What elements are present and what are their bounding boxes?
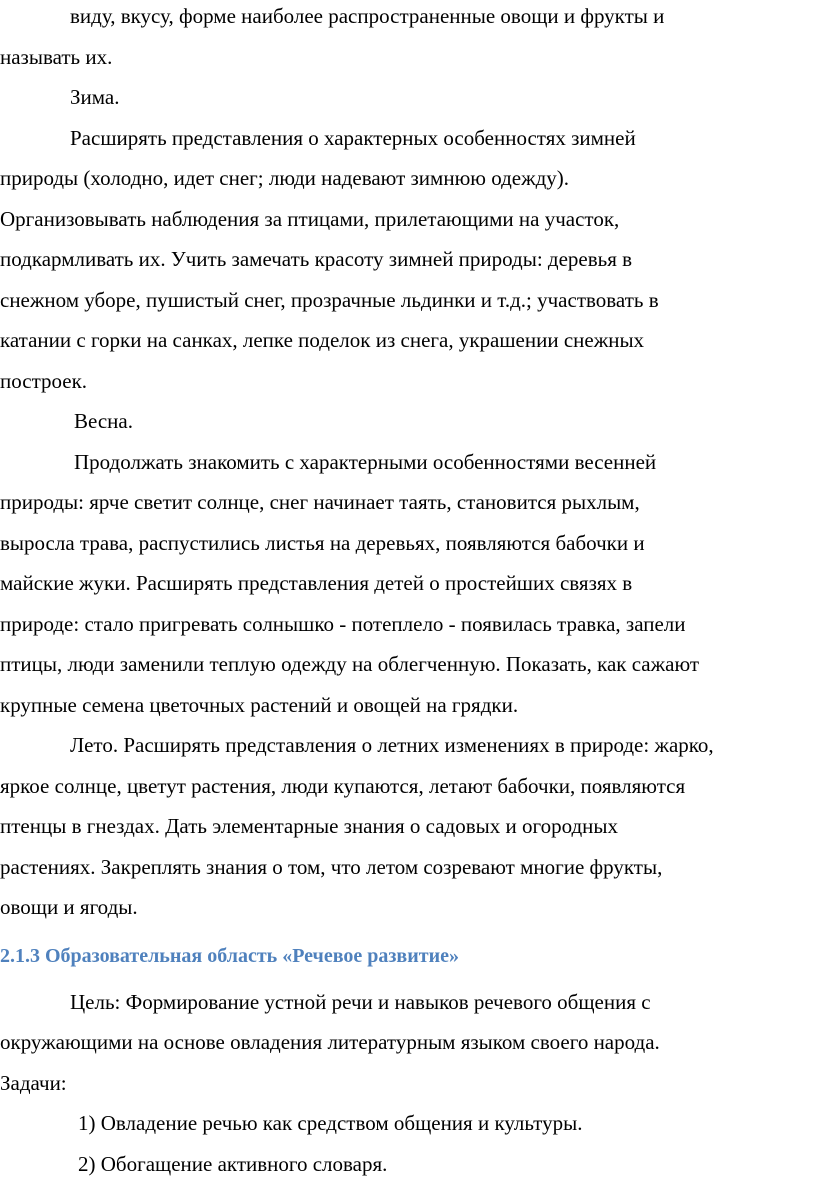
text-line: природе: стало пригревать солнышко - потеплело - появилась травка, запели xyxy=(0,611,686,636)
summer-section xyxy=(0,725,796,928)
text-line: Лето. Расширять представления о летних изменениях в природе: жарко, xyxy=(70,733,714,757)
speech-section xyxy=(0,982,796,1185)
list-item: 1) Овладение речью как средством общения и культуры. xyxy=(78,1111,583,1135)
section-heading: 2.1.3 Образовательная область «Речевое развитие» xyxy=(0,944,459,967)
text-line: построек. xyxy=(0,368,88,393)
text-line: природы: ярче светит солнце, снег начинает таять, становится рыхлым, xyxy=(0,490,640,514)
text-line: Цель: Формирование устной речи и навыков речевого общения с xyxy=(70,989,651,1014)
text-line: Продолжать знакомить с характерными особенностями весенней xyxy=(74,449,657,474)
text-line: крупные семена цветочных растений и овощей на грядки. xyxy=(0,692,519,717)
text-line: птицы, люди заменили теплую одежду на облегченную. Показать, как сажают xyxy=(0,652,700,676)
list-item: 2) Обогащение активного словаря. xyxy=(78,1151,388,1176)
tasks-label: Задачи: xyxy=(0,1070,67,1095)
spring-title: Весна. xyxy=(74,409,133,433)
text-line: снежном уборе, пушистый снег, прозрачные льдинки и т.д.; участвовать в xyxy=(0,287,659,312)
text-line: овощи и ягоды. xyxy=(0,895,138,919)
text-line: катании с горки на санках, лепке поделок из снега, украшении снежных xyxy=(0,328,645,352)
spring-section xyxy=(0,401,796,725)
winter-title: Зима. xyxy=(70,85,120,109)
text-line: виду, вкусу, форме наиболее распространенные овощи и фрукты и xyxy=(70,4,665,28)
text-line: называть их. xyxy=(0,44,113,69)
text-line: яркое солнце, цветут растения, люди купаются, летают бабочки, появляются xyxy=(0,773,686,798)
text-line: растениях. Закреплять знания о том, что летом созревают многие фрукты, xyxy=(0,854,663,879)
text-line: майские жуки. Расширять представления детей о простейших связях в xyxy=(0,571,633,595)
text-line: подкармливать их. Учить замечать красоту зимней природы: деревья в xyxy=(0,247,633,271)
text-line: окружающими на основе овладения литературным языком своего народа. xyxy=(0,1030,660,1054)
winter-section xyxy=(0,77,796,401)
paragraph-fruits xyxy=(0,0,796,77)
text-line: птенцы в гнездах. Дать элементарные знания о садовых и огородных xyxy=(0,814,619,838)
text-line: выросла трава, распустились листья на деревьях, появляются бабочки и xyxy=(0,530,645,555)
text-line: Расширять представления о характерных особенностях зимней xyxy=(70,125,636,150)
text-line: природы (холодно, идет снег; люди надевают зимнюю одежду). xyxy=(0,166,570,190)
text-line: Организовывать наблюдения за птицами, прилетающими на участок, xyxy=(0,206,620,231)
